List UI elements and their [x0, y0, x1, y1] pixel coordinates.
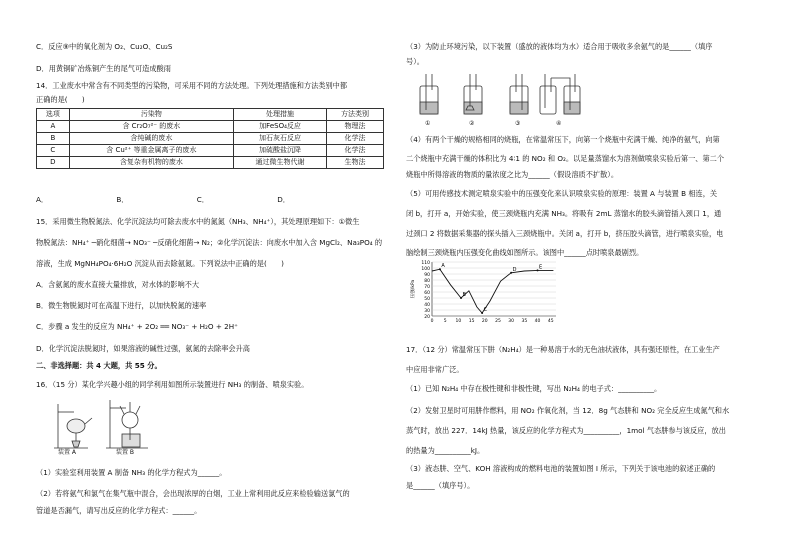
table-header-row: [37, 109, 384, 121]
table-cell: 加石灰石反应: [234, 133, 327, 145]
table-row: [37, 121, 384, 133]
bottle-label-1: ①: [425, 120, 431, 127]
y-tick-label: 30: [424, 308, 430, 314]
question-16-5-line3: 过颈口 2 将数据采集器的探头插入三颈烧瓶中。关闭 a，打开 b，挤压胶头滴管，进行喷泉实验，电: [406, 229, 724, 238]
apparatus-figure: [44, 396, 154, 454]
question-16-5-line1: （5）可用传感技术测定喷泉实验中的压强变化来认识喷泉实验的原理：装置 A 与装置 B 相连，关: [406, 189, 718, 198]
table-cell: 含 Cu²⁺ 等重金属离子的废水: [69, 145, 233, 157]
x-tick-label: 5: [443, 319, 447, 324]
table-header: 污染物: [69, 109, 233, 121]
y-tick-label: 50: [424, 296, 430, 302]
options-14: A． B． C． D．: [36, 195, 290, 204]
question-17-3-line2: 是______（填序号）。: [406, 481, 475, 490]
bottle-label-4: ④: [556, 120, 562, 127]
table-row: [37, 145, 384, 157]
question-16-4-line1: （4）有两个干燥的规格相同的烧瓶，在常温常压下，向第一个烧瓶中充满干燥、纯净的氨气，向第: [406, 135, 720, 144]
bottle-label-3: ③: [515, 120, 521, 127]
x-tick-label: 30: [508, 319, 515, 324]
y-tick-label: 40: [424, 302, 430, 308]
apparatus-a-drawing: [54, 404, 92, 448]
point-label: E: [539, 264, 543, 271]
question-14-cont: 正确的是( ): [36, 95, 85, 104]
table-header: 选项: [37, 109, 70, 121]
table-cell: 化学法: [327, 133, 384, 145]
question-16-5-line4: 脑绘制三颈烧瓶内压强变化曲线如图所示。该图中______点时喷泉最剧烈。: [406, 248, 644, 257]
y-tick-label: 60: [424, 290, 430, 296]
x-tick-label: 0: [430, 319, 434, 324]
question-16-4-line2: 二个烧瓶中充满干燥的体积比为 4∶1 的 NO₂ 和 O₂。以足量蒸馏水为溶剂做喷泉实验后第一、第二个: [406, 154, 725, 163]
table-cell: B: [37, 133, 70, 145]
table-cell: 通过微生物代谢: [234, 157, 327, 169]
pressure-chart: [406, 256, 566, 328]
table-row: [37, 133, 384, 145]
table-cell: 加FeSO₄反应: [234, 121, 327, 133]
question-16-2: （2）若将氨气和氯气在集气瓶中混合，会出现浓厚的白烟，工业上常利用此反应来检验输送氯气的: [36, 489, 350, 498]
table-cell: 化学法: [327, 145, 384, 157]
y-tick-label: 80: [424, 278, 430, 284]
y-tick-label: 110: [421, 260, 430, 266]
y-tick-label: 70: [424, 284, 430, 290]
question-16-2-cont: 管道是否漏气，请写出反应的化学方程式：______。: [36, 506, 202, 515]
section-heading: 二、非选择题：共 4 大题，共 55 分。: [36, 361, 162, 370]
table-cell: 生物法: [327, 157, 384, 169]
table-row: [37, 157, 384, 169]
table-header: 处理措施: [234, 109, 327, 121]
apparatus-b-label: 装置 B: [116, 449, 135, 456]
question-17-2-line1: （2）发射卫星时可用肼作燃料，用 NO₂ 作氧化剂，当 12．8g 气态肼和 NO₂ 完全反应生成氮气和水: [406, 406, 730, 415]
pressure-curve: [432, 266, 553, 313]
point-label: C: [483, 307, 488, 313]
y-tick-label: 100: [421, 266, 430, 272]
question-16-3-cont: 号）。: [406, 57, 424, 66]
question-17-1: （1）已知 N₂H₄ 中存在极性键和非极性键，写出 N₂H₄ 的电子式：__________。: [406, 384, 662, 393]
x-tick-label: 25: [495, 319, 501, 324]
question-16-3: （3）为防止环境污染，以下装置（盛放的液体均为水）适合用于吸收多余氨气的是______（填序: [406, 42, 713, 51]
question-17-line2: 中应用非常广泛。: [406, 365, 464, 374]
question-16: 16．（15 分）某化学兴趣小组的同学利用如图所示装置进行 NH₃ 的制备、喷泉实验。: [36, 380, 309, 389]
table-cell: D: [37, 157, 70, 169]
question-17-3-line1: （3）液态肼、空气、KOH 溶液构成的燃料电池的装置如图 I 所示，下列关于该电池的叙述正确的: [406, 464, 716, 473]
y-axis-label: 压强/kPa: [411, 279, 416, 299]
question-17-2-line2: 蒸气时，放出 227．14kJ 热量，该反应的化学方程式为__________，1mol 气态肼参与该反应，放出: [406, 426, 726, 435]
apparatus-b-drawing: [106, 400, 148, 448]
y-tick-label: 90: [424, 272, 430, 278]
table-header: 方法类别: [327, 109, 384, 121]
question-16-5-line2: 闭 b，打开 a，开始实验，使三颈烧瓶内充满 NH₃。将吸有 2mL 蒸馏水的胶头滴管插入颈口 1，通: [406, 209, 722, 218]
question-17-line1: 17．（12 分）常温常压下肼（N₂H₄）是一种易溶于水的无色油状液体，具有强还原性，在工业生产: [406, 345, 720, 354]
x-tick-label: 45: [547, 319, 554, 324]
question-16-4-line3: 烧瓶中所得溶液的物质的量浓度之比为______（假设溶质不扩散）。: [406, 170, 619, 179]
question-15-line2: 物脱氮法：NH₄⁺ ─硝化细菌→ NO₃⁻ ─反硝化细菌→ N₂；②化学沉淀法：向废水中加入含 MgCl₂、Na₃PO₄ 的: [36, 238, 383, 247]
table-cell: A: [37, 121, 70, 133]
point-label: D: [512, 266, 517, 273]
question-17-2-line3: 的热量为__________kJ。: [406, 446, 485, 455]
table-cell: 物理法: [327, 121, 384, 133]
answer-table: [36, 108, 384, 169]
apparatus-a-label: 装置 A: [58, 449, 77, 456]
point-label: A: [441, 263, 445, 270]
option-15-d: D．化学沉淀法脱氮时，如果溶液的碱性过强，氨氮的去除率会升高: [36, 344, 250, 353]
x-tick-label: 20: [481, 319, 488, 324]
option-15-b: B．微生物脱氮时可在高温下进行，以加快脱氮的速率: [36, 301, 207, 310]
bottle-label-2: ②: [469, 120, 475, 127]
point-label: B: [462, 292, 466, 298]
option-d-line: D．用黄铜矿冶炼铜产生的尾气可造成酸雨: [36, 64, 171, 73]
x-tick-label: 40: [534, 319, 541, 324]
table-cell: 加硫酸盐沉降: [234, 145, 327, 157]
bottles-drawing: [414, 70, 584, 118]
question-16-1: （1）实验室利用装置 A 制备 NH₃ 的化学方程式为______。: [36, 468, 227, 477]
option-c-line: C．反应⑨中的氧化剂为 O₂、Cu₂O、Cu₂S: [36, 42, 173, 51]
table-cell: 含复杂有机物的废水: [69, 157, 233, 169]
x-tick-label: 10: [455, 319, 462, 324]
table-cell: C: [37, 145, 70, 157]
table-cell: 含 Cr₂O₇²⁻ 的废水: [69, 121, 233, 133]
x-tick-label: 15: [468, 319, 475, 324]
x-tick-label: 35: [521, 319, 528, 324]
question-15-line1: 15．采用微生物脱氮法、化学沉淀法均可除去废水中的氮氮（NH₃、NH₄⁺），其处理原理如下：①微生: [36, 217, 360, 226]
absorption-apparatus: [414, 70, 584, 120]
y-tick-label: 20: [424, 314, 430, 320]
question-15-line3: 溶液，生成 MgNH₄PO₄·6H₂O 沉淀从而去除氨氮。下列说法中正确的是( ): [36, 259, 284, 268]
option-15-c: C．步骤 a 发生的反应为 NH₄⁺ + 2O₂ ══ NO₃⁻ + H₂O + 2H⁺: [36, 322, 238, 331]
question-14: 14．工业废水中常含有不同类型的污染物，可采用不同的方法处理。下列处理措施和方法类别中都: [36, 81, 348, 90]
table-cell: 含纯碱的废水: [69, 133, 233, 145]
option-15-a: A．含氨氮的废水直接大量排放，对水体的影响不大: [36, 280, 200, 289]
